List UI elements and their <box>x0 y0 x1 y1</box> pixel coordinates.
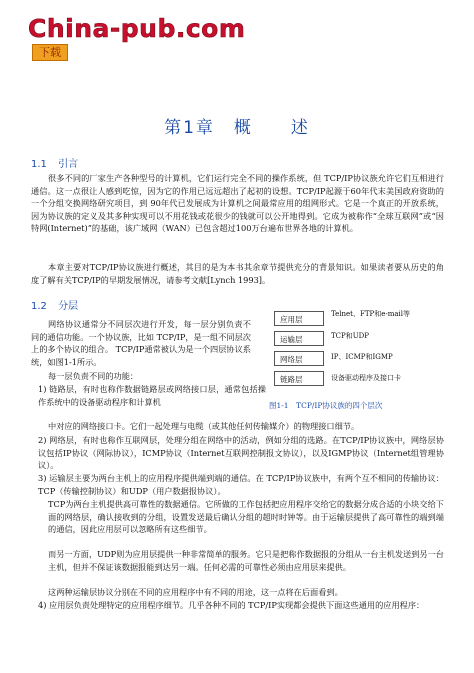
section-number: 1.2 <box>31 301 47 312</box>
layer-box-network: 网络层 <box>274 351 324 366</box>
list-item-application-layer: 4) 应用层负责处理特定的应用程序细节。几乎各种不同的 TCP/IP实现都会提供下面这些通用的应用程序： <box>38 600 425 610</box>
section-title: 引言 <box>58 159 79 170</box>
layer-box-application: 应用层 <box>274 311 324 326</box>
paragraph-udp: 而另一方面，UDP则为应用层提供一种非常简单的服务。它只是把称作数据报的分组从一台主机发送到另一台主机，但并不保证该数据报能到达另一端。任何必需的可靠性必须由应用层来提供。 <box>48 549 444 572</box>
section-number: 1.1 <box>31 159 47 170</box>
layer-box-link: 链路层 <box>274 371 324 386</box>
section-heading-1 <box>31 155 78 170</box>
layer-box-transport: 运输层 <box>274 331 324 346</box>
section-title: 分层 <box>58 301 79 312</box>
chapter-title: 第1章 概 述 <box>164 118 310 138</box>
download-button[interactable]: 下载 <box>32 44 68 61</box>
layer-note-transport: TCP和UDP <box>331 332 369 340</box>
list-item-transport-layer: 3) 运输层主要为两台主机上的应用程序提供端到端的通信。在 TCP/IP协议族中，有两个互不相同的传输协议：TCP（传输控制协议）和UDP（用户数据报协议）。 <box>38 473 444 496</box>
paragraph-layering: 网络协议通常分不同层次进行开发，每一层分别负责不同的通信功能。一个协议族，比如 TCP/IP，是一组不同层次上的多个协议的组合。 TCP/IP通常被认为是一个四层协议系统，如图1-1所示。 <box>31 319 251 367</box>
logo-text: China-pub.com <box>28 14 246 43</box>
figure-tcpip-layers <box>261 306 469 401</box>
layer-note-network: IP、ICMP和IGMP <box>331 353 393 361</box>
figure-caption: 图1-1 TCP/IP协议族的四个层次 <box>269 401 383 410</box>
layer-note-application: Telnet、FTP和e-mail等 <box>331 310 411 318</box>
list-item-link-layer-cont: 中对应的网络接口卡。它们一起处理与电缆（或其他任何传输媒介）的物理接口细节。 <box>48 421 360 431</box>
paragraph-tcp: TCP为两台主机提供高可靠性的数据通信。它所做的工作包括把应用程序交给它的数据分成合适的小块交给下面的网络层，确认接收到的分组，设置发送最后确认分组的超时时钟等。由于运输层提供了高可靠性的端到端的通信，因此应用层可以忽略所有这些细节。 <box>48 499 444 535</box>
paragraph-overview: 本章主要对TCP/IP协议族进行概述，其目的是为本书其余章节提供充分的背景知识。如果读者要从历史的角度了解有关TCP/IP的早期发展情况，请参考文献[Lynch 1993]。 <box>31 262 444 285</box>
section-heading-2 <box>31 297 78 312</box>
list-item-network-layer: 2) 网络层，有时也称作互联网层，处理分组在网络中的活动，例如分组的选路。在TCP/IP协议族中，网络层协议包括IP协议（网际协议），ICMP协议（Internet互联网控制报文协议），以及IGMP协议（Internet组管理协议）。 <box>38 435 444 471</box>
paragraph-usage: 这两种运输层协议分别在不同的应用程序中有不同的用途，这一点将在后面看到。 <box>48 587 343 597</box>
paragraph-intro: 很多不同的厂家生产各种型号的计算机，它们运行完全不同的操作系统，但 TCP/IP协议族允许它们互相进行通信。这一点很让人感到吃惊，因为它的作用已远远超出了起初的设想。TCP/IP起源于60年代末美国政府资助的一个分组交换网络研究项目，到 90年代已发展成为计算机之间最常应用的组网形式。它是一个真正的开放系统，因为协议族的定义及其多种实现可以不用花钱或花很少的钱就可以公开地得到。它成为被称作“全球互联网”或“因特网(Internet)”的基础，该广域网（WAN）已包含超过100万台遍布世界各地的计算机。 <box>31 173 444 234</box>
list-item-link-layer: 1) 链路层，有时也称作数据链路层或网络接口层，通常包括操作系统中的设备驱动程序和计算机 <box>38 384 266 407</box>
paragraph-functions: 每一层负责不同的功能： <box>48 371 139 381</box>
layer-note-link: 设备驱动程序及接口卡 <box>331 374 401 382</box>
